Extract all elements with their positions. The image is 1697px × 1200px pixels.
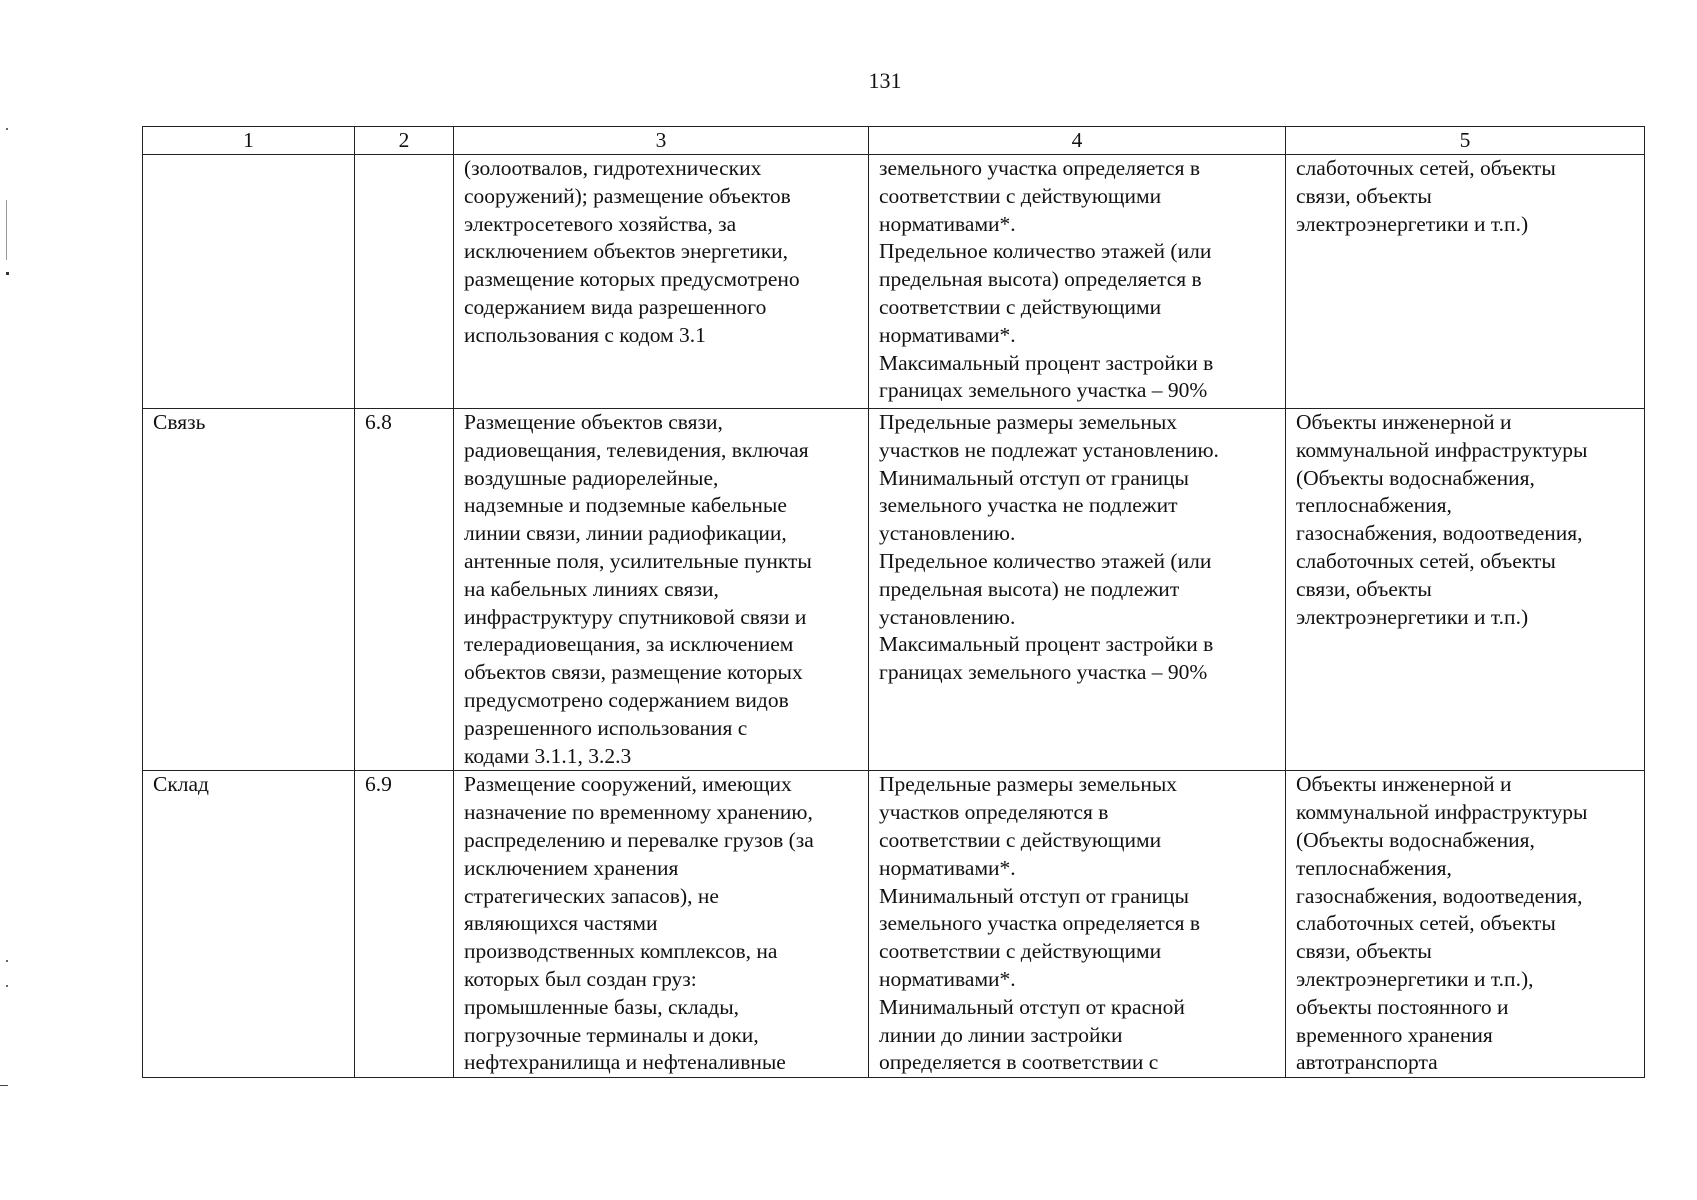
cell-text-line: электроэнергетики и т.п.), xyxy=(1296,966,1534,991)
cell-text-line: (золоотвалов, гидротехнических xyxy=(464,156,762,180)
cell-text-line: установлению. xyxy=(879,604,1016,629)
cell-text-line: Объекты инженерной и xyxy=(1296,410,1512,434)
cell-text-line: линии до линии застройки xyxy=(879,1022,1123,1047)
scan-artifact xyxy=(6,200,7,260)
cell-text-line: предельная высота) не подлежит xyxy=(879,576,1180,601)
scan-artifact xyxy=(6,985,8,987)
auxiliary-uses-cell xyxy=(1286,409,1645,771)
cell-text-line: коммунальной инфраструктуры xyxy=(1296,800,1588,825)
scan-artifact xyxy=(6,272,9,275)
cell-text-line: временного хранения xyxy=(1296,1022,1493,1047)
cell-text-line: электросетевого хозяйства, за xyxy=(464,211,737,236)
cell-text-line: распределению и перевалке грузов (за xyxy=(464,827,814,852)
cell-text-line: промышленные базы, склады, xyxy=(464,994,740,1019)
cell-text-line: (Объекты водоснабжения, xyxy=(1296,827,1535,852)
use-code-cell xyxy=(355,409,454,771)
cell-text-line: теплоснабжения, xyxy=(1296,493,1452,518)
cell-text-line: погрузочные терминалы и доки, xyxy=(464,1022,759,1047)
cell-text-line: газоснабжения, водоотведения, xyxy=(1296,883,1583,908)
cell-text-line: которых был создан груз: xyxy=(464,966,697,991)
use-description-cell xyxy=(454,409,869,771)
cell-text-line: телерадиовещания, за исключением xyxy=(464,632,794,657)
cell-text: Связь xyxy=(153,410,206,434)
cell-text-line: связи, объекты xyxy=(1296,939,1432,964)
use-parameters-cell xyxy=(869,771,1286,1078)
cell-text-line: Размещение сооружений, имеющих xyxy=(464,772,792,797)
use-code-cell xyxy=(355,155,454,409)
cell-text-line: разрешенного использования с xyxy=(464,715,748,740)
cell-text-line: нормативами*. xyxy=(879,211,1016,236)
cell-text-line: слаботочных сетей, объекты xyxy=(1296,548,1556,573)
cell-text-line: Предельное количество этажей (или xyxy=(879,548,1212,573)
cell-text-line: Минимальный отступ от границы xyxy=(879,883,1189,908)
cell-text: Склад xyxy=(153,772,209,797)
cell-text-line: на кабельных линиях связи, xyxy=(464,576,719,601)
cell-text-line: Минимальный отступ от границы xyxy=(879,465,1189,490)
cell-text-line: кодами 3.1.1, 3.2.3 xyxy=(464,743,632,768)
column-header: 2 xyxy=(355,127,454,155)
use-code-cell xyxy=(355,771,454,1078)
cell-text-line: теплоснабжения, xyxy=(1296,855,1452,880)
cell-text-line: использования с кодом 3.1 xyxy=(464,322,706,347)
cell-text-line: связи, объекты xyxy=(1296,183,1432,208)
cell-text-line: исключением объектов энергетики, xyxy=(464,239,789,264)
scan-artifact xyxy=(6,128,8,130)
cell-text-line: земельного участка не подлежит xyxy=(879,493,1178,518)
cell-text-line: нормативами*. xyxy=(879,855,1016,880)
cell-text-line: нормативами*. xyxy=(879,322,1016,347)
cell-text-line: исключением хранения xyxy=(464,855,679,880)
use-description-cell xyxy=(454,771,869,1078)
cell-text-line: Максимальный процент застройки в xyxy=(879,350,1214,375)
cell-text-line: являющихся частями xyxy=(464,911,658,936)
use-parameters-cell xyxy=(869,155,1286,409)
cell-text-line: установлению. xyxy=(879,521,1016,546)
cell-text-line: определяется в соответствии с xyxy=(879,1050,1159,1075)
auxiliary-uses-cell xyxy=(1286,155,1645,409)
cell-text-line: соответствии с действующими xyxy=(879,183,1162,208)
scan-artifact xyxy=(6,960,8,962)
use-name-cell xyxy=(143,155,355,409)
cell-text-line: участков не подлежат установлению. xyxy=(879,437,1219,462)
cell-text-line: предельная высота) определяется в xyxy=(879,267,1202,292)
cell-text-line: Предельные размеры земельных xyxy=(879,410,1178,434)
cell-text-line: производственных комплексов, на xyxy=(464,939,778,964)
column-header: 4 xyxy=(869,127,1286,155)
auxiliary-uses-cell xyxy=(1286,771,1645,1078)
cell-text-line: антенные поля, усилительные пункты xyxy=(464,548,812,573)
table-header-row xyxy=(143,127,1645,155)
cell-text-line: коммунальной инфраструктуры xyxy=(1296,437,1588,462)
cell-text-line: Предельное количество этажей (или xyxy=(879,239,1212,264)
cell-text-line: газоснабжения, водоотведения, xyxy=(1296,521,1583,546)
scan-artifact xyxy=(0,1085,8,1086)
use-parameters-cell xyxy=(869,409,1286,771)
cell-text-line: слаботочных сетей, объекты xyxy=(1296,156,1556,180)
cell-text-line: электроэнергетики и т.п.) xyxy=(1296,211,1529,236)
table-row xyxy=(143,771,1645,1078)
cell-text-line: автотранспорта xyxy=(1296,1050,1438,1075)
cell-text-line: земельного участка определяется в xyxy=(879,911,1200,936)
cell-text: 6.8 xyxy=(365,410,392,434)
column-header: 5 xyxy=(1286,127,1645,155)
cell-text-line: Объекты инженерной и xyxy=(1296,772,1512,797)
cell-text-line: Максимальный процент застройки в xyxy=(879,632,1214,657)
cell-text-line: Минимальный отступ от красной xyxy=(879,994,1185,1019)
land-use-table xyxy=(142,126,1645,1078)
cell-text-line: связи, объекты xyxy=(1296,576,1432,601)
table-row xyxy=(143,409,1645,771)
cell-text-line: инфраструктуру спутниковой связи и xyxy=(464,604,807,629)
cell-text-line: земельного участка определяется в xyxy=(879,156,1200,180)
table-body xyxy=(143,155,1645,1078)
cell-text-line: границах земельного участка – 90% xyxy=(879,378,1208,403)
cell-text-line: предусмотрено содержанием видов xyxy=(464,687,789,712)
use-name-cell xyxy=(143,771,355,1078)
column-header: 1 xyxy=(143,127,355,155)
cell-text-line: соответствии с действующими xyxy=(879,827,1162,852)
cell-text-line: слаботочных сетей, объекты xyxy=(1296,911,1556,936)
cell-text-line: границах земельного участка – 90% xyxy=(879,660,1208,685)
cell-text-line: объекты постоянного и xyxy=(1296,994,1509,1019)
table-row xyxy=(143,155,1645,409)
cell-text: 6.9 xyxy=(365,772,392,797)
cell-text-line: линии связи, линии радиофикации, xyxy=(464,521,787,546)
cell-text-line: содержанием вида разрешенного xyxy=(464,294,767,319)
cell-text-line: соответствии с действующими xyxy=(879,939,1162,964)
cell-text-line: радиовещания, телевидения, включая xyxy=(464,437,809,462)
cell-text-line: участков определяются в xyxy=(879,800,1109,825)
cell-text-line: Предельные размеры земельных xyxy=(879,772,1178,797)
cell-text-line: электроэнергетики и т.п.) xyxy=(1296,604,1529,629)
cell-text-line: стратегических запасов), не xyxy=(464,883,719,908)
column-header: 3 xyxy=(454,127,869,155)
cell-text-line: Размещение объектов связи, xyxy=(464,410,723,434)
cell-text-line: (Объекты водоснабжения, xyxy=(1296,465,1535,490)
page-number: 131 xyxy=(868,68,902,93)
cell-text-line: нефтехранилища и нефтеналивные xyxy=(464,1050,786,1075)
use-name-cell xyxy=(143,409,355,771)
cell-text-line: соответствии с действующими xyxy=(879,294,1162,319)
cell-text-line: воздушные радиорелейные, xyxy=(464,465,719,490)
cell-text-line: назначение по временному хранению, xyxy=(464,800,813,825)
cell-text-line: размещение которых предусмотрено xyxy=(464,267,800,292)
cell-text-line: сооружений); размещение объектов xyxy=(464,183,791,208)
cell-text-line: надземные и подземные кабельные xyxy=(464,493,787,518)
cell-text-line: нормативами*. xyxy=(879,966,1016,991)
use-description-cell xyxy=(454,155,869,409)
cell-text-line: объектов связи, размещение которых xyxy=(464,660,803,685)
